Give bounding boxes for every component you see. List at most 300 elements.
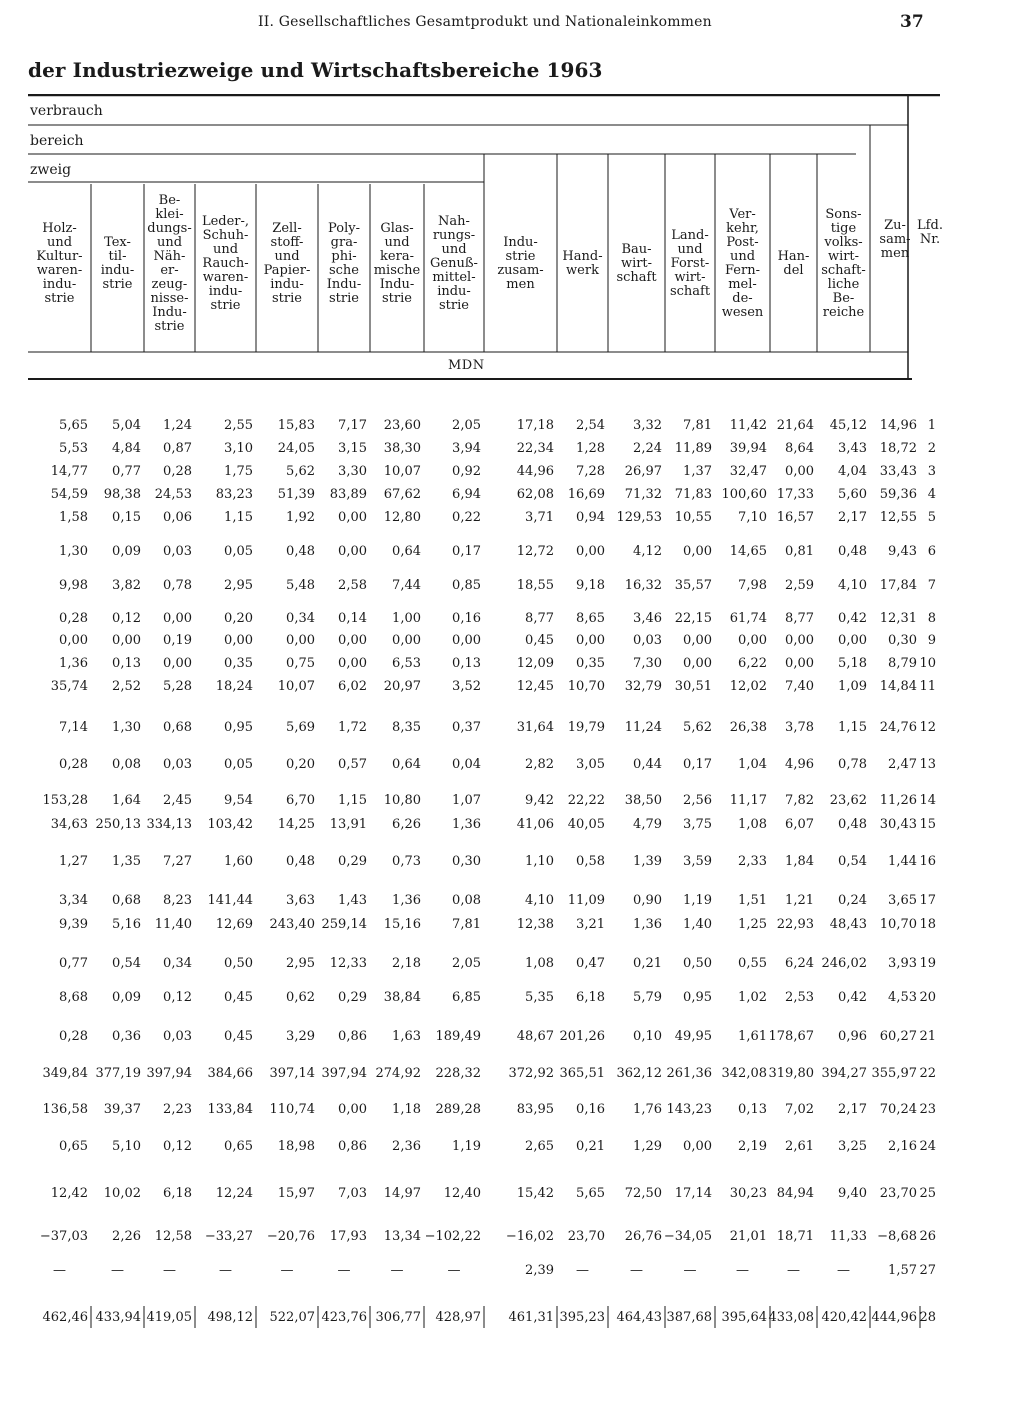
table-cell: 12,58 (154, 1229, 192, 1244)
table-cell: 2,16 (888, 1139, 917, 1154)
table-cell: 5,60 (838, 487, 867, 502)
table-cell: 23,60 (383, 418, 421, 433)
table-cell: 1,60 (224, 854, 253, 869)
table-cell: — (390, 1263, 404, 1278)
table-cell: 1,30 (59, 544, 88, 559)
column-header-8: Nah- rungs- und Genuß- mittel- indu- strie (430, 214, 478, 313)
table-cell: 3,65 (888, 893, 917, 908)
table-cell: 2,47 (888, 757, 917, 772)
table-cell: 3,29 (286, 1029, 315, 1044)
table-cell: 0,87 (163, 441, 192, 456)
tier-label-verbrauch: verbrauch (30, 103, 103, 119)
table-cell: 0,03 (163, 544, 192, 559)
table-cell: 2,56 (683, 793, 712, 808)
table-cell: 372,92 (508, 1066, 554, 1081)
table-cell: 2,82 (525, 757, 554, 772)
table-row (28, 988, 940, 1008)
row-number: 4 (927, 487, 936, 502)
table-cell: 1,43 (338, 893, 367, 908)
table-cell: 17,84 (879, 578, 917, 593)
table-cell: 342,08 (721, 1066, 767, 1081)
table-cell: 397,14 (269, 1066, 315, 1081)
table-cell: 0,00 (785, 464, 814, 479)
table-cell: 2,36 (392, 1139, 421, 1154)
table-cell: 319,80 (768, 1066, 814, 1081)
table-cell: 0,00 (683, 1139, 712, 1154)
table-cell: 72,50 (624, 1186, 662, 1201)
table-cell: 1,18 (392, 1102, 421, 1117)
page-number: 37 (900, 12, 924, 32)
table-cell: 178,67 (768, 1029, 814, 1044)
table-cell: 0,13 (452, 656, 481, 671)
table-cell: 0,00 (785, 656, 814, 671)
table-cell: 60,27 (879, 1029, 917, 1044)
table-cell: 12,80 (383, 510, 421, 525)
table-row (28, 915, 940, 935)
table-cell: 0,35 (224, 656, 253, 671)
table-cell: 377,19 (95, 1066, 141, 1081)
row-number: 12 (919, 720, 936, 735)
table-cell: 0,03 (633, 633, 662, 648)
table-cell: — (337, 1263, 351, 1278)
running-head: II. Gesellschaftliches Gesamtprodukt und Nationaleinkommen (258, 14, 712, 30)
table-cell: 6,02 (338, 679, 367, 694)
table-cell: 2,23 (163, 1102, 192, 1117)
column-header-14: Han- del (777, 249, 810, 278)
table-cell: 0,24 (838, 893, 867, 908)
row-number: 18 (919, 917, 936, 932)
table-cell: 3,25 (838, 1139, 867, 1154)
table-cell: 32,47 (729, 464, 767, 479)
table-cell: 2,17 (838, 1102, 867, 1117)
table-cell: 83,95 (516, 1102, 554, 1117)
table-cell: 13,34 (383, 1229, 421, 1244)
column-header-2: Tex- til- indu- strie (100, 235, 135, 292)
table-cell: 0,00 (338, 510, 367, 525)
row-number: 20 (919, 990, 936, 1005)
table-cell: 0,54 (112, 956, 141, 971)
table-cell: 0,00 (683, 633, 712, 648)
table-cell: 129,53 (616, 510, 662, 525)
table-cell: 0,13 (738, 1102, 767, 1117)
table-cell: 0,13 (112, 656, 141, 671)
table-cell: −34,05 (663, 1229, 712, 1244)
table-cell: 5,62 (286, 464, 315, 479)
table-cell: 1,15 (338, 793, 367, 808)
column-header-13: Ver- kehr, Post- und Fern- mel- de- wesen (721, 207, 764, 320)
table-cell: 2,26 (112, 1229, 141, 1244)
table-cell: 0,64 (392, 757, 421, 772)
table-cell: 4,84 (112, 441, 141, 456)
table-cell: 143,23 (666, 1102, 712, 1117)
table-cell: 1,39 (633, 854, 662, 869)
table-cell: 1,84 (785, 854, 814, 869)
table-cell: 444,96 (871, 1310, 917, 1325)
table-cell: 0,22 (452, 510, 481, 525)
table-cell: 2,58 (338, 578, 367, 593)
table-cell: 246,02 (821, 956, 867, 971)
table-cell: 8,77 (525, 611, 554, 626)
table-cell: 0,00 (576, 633, 605, 648)
table-cell: 12,55 (879, 510, 917, 525)
table-row (28, 631, 940, 651)
table-cell: 365,51 (559, 1066, 605, 1081)
table-cell: 3,21 (576, 917, 605, 932)
table-cell: 1,02 (738, 990, 767, 1005)
table-cell: 7,27 (163, 854, 192, 869)
row-number: 3 (927, 464, 936, 479)
row-number: 23 (919, 1102, 936, 1117)
table-cell: 2,53 (785, 990, 814, 1005)
table-cell: 100,60 (721, 487, 767, 502)
table-cell: 15,83 (277, 418, 315, 433)
table-row (28, 791, 940, 811)
table-cell: 21,01 (729, 1229, 767, 1244)
table-cell: 24,76 (879, 720, 917, 735)
table-cell: 3,30 (338, 464, 367, 479)
table-cell: 4,10 (525, 893, 554, 908)
table-cell: 0,78 (838, 757, 867, 772)
table-cell: 14,96 (879, 418, 917, 433)
table-cell: 4,04 (838, 464, 867, 479)
table-cell: 18,98 (277, 1139, 315, 1154)
table-cell: 18,71 (776, 1229, 814, 1244)
table-cell: — (837, 1263, 850, 1278)
table-cell: 14,84 (879, 679, 917, 694)
table-cell: 0,86 (338, 1139, 367, 1154)
table-cell: 0,48 (838, 544, 867, 559)
table-cell: 1,76 (633, 1102, 662, 1117)
tier-label-zweig: zweig (30, 162, 72, 178)
table-cell: 34,63 (50, 817, 88, 832)
table-cell: 30,43 (879, 817, 917, 832)
table-cell: 0,81 (785, 544, 814, 559)
column-header-9: Indu- strie zusam- men (497, 235, 544, 292)
table-cell: 4,53 (888, 990, 917, 1005)
table-cell: 8,35 (392, 720, 421, 735)
table-cell: 5,04 (112, 418, 141, 433)
table-cell: 2,55 (224, 418, 253, 433)
table-cell: 384,66 (207, 1066, 253, 1081)
table-cell: 0,48 (286, 854, 315, 869)
table-cell: 17,14 (674, 1186, 712, 1201)
table-cell: 38,30 (383, 441, 421, 456)
table-cell: 23,70 (879, 1186, 917, 1201)
table-cell: 18,72 (879, 441, 917, 456)
table-cell: 3,15 (338, 441, 367, 456)
table-cell: 1,09 (838, 679, 867, 694)
row-number: 15 (919, 817, 936, 832)
table-cell: — (736, 1263, 749, 1278)
table-cell: 0,09 (112, 544, 141, 559)
table-cell: 17,33 (776, 487, 814, 502)
table-cell: 3,59 (683, 854, 712, 869)
table-cell: 0,50 (224, 956, 253, 971)
table-cell: 0,12 (112, 611, 141, 626)
table-cell: 12,09 (516, 656, 554, 671)
table-cell: 12,72 (516, 544, 554, 559)
table-cell: 9,54 (224, 793, 253, 808)
table-row (28, 485, 940, 505)
table-cell: 6,18 (163, 1186, 192, 1201)
table-cell: −33,27 (204, 1229, 253, 1244)
table-cell: 32,79 (624, 679, 662, 694)
table-cell: — (111, 1263, 124, 1278)
table-cell: 15,42 (516, 1186, 554, 1201)
table-cell: 1,00 (392, 611, 421, 626)
table-cell: 0,42 (838, 990, 867, 1005)
table-cell: 30,23 (729, 1186, 767, 1201)
table-cell: 419,05 (146, 1310, 192, 1325)
row-number: 5 (927, 510, 936, 525)
table-cell: 0,00 (338, 633, 367, 648)
row-number: 17 (919, 893, 936, 908)
table-cell: 0,78 (163, 578, 192, 593)
table-cell: 12,24 (215, 1186, 253, 1201)
table-cell: 3,63 (286, 893, 315, 908)
table-cell: 59,36 (879, 487, 917, 502)
column-header-3: Be- klei- dungs- und Näh- er- zeug- nisse- Indu- strie (147, 193, 192, 334)
table-cell: 24,53 (154, 487, 192, 502)
table-cell: 4,10 (838, 578, 867, 593)
table-cell: 334,13 (146, 817, 192, 832)
table-cell: 0,28 (59, 611, 88, 626)
table-cell: 0,00 (785, 633, 814, 648)
table-cell: 7,14 (59, 720, 88, 735)
table-cell: 153,28 (42, 793, 88, 808)
table-cell: 67,62 (383, 487, 421, 502)
row-number: 22 (919, 1066, 936, 1081)
table-cell: 7,81 (683, 418, 712, 433)
table-cell: 5,65 (576, 1186, 605, 1201)
table-cell: 0,90 (633, 893, 662, 908)
table-cell: 397,94 (146, 1066, 192, 1081)
table-cell: 1,08 (738, 817, 767, 832)
table-cell: 12,33 (329, 956, 367, 971)
table-cell: 0,08 (452, 893, 481, 908)
table-cell: 397,94 (321, 1066, 367, 1081)
table-cell: 3,94 (452, 441, 481, 456)
table-cell: 11,09 (567, 893, 605, 908)
table-cell: 1,36 (633, 917, 662, 932)
table-cell: 0,15 (112, 510, 141, 525)
table-cell: 14,77 (50, 464, 88, 479)
table-cell: 0,00 (112, 633, 141, 648)
table-cell: 38,50 (624, 793, 662, 808)
table-cell: 0,05 (224, 544, 253, 559)
table-cell: 5,10 (112, 1139, 141, 1154)
table-cell: 15,97 (277, 1186, 315, 1201)
table-cell: 3,05 (576, 757, 605, 772)
table-cell: 0,20 (224, 611, 253, 626)
table-cell: 464,43 (616, 1310, 662, 1325)
table-cell: 8,23 (163, 893, 192, 908)
table-cell: 8,79 (888, 656, 917, 671)
table-cell: 6,70 (286, 793, 315, 808)
table-cell: 8,64 (785, 441, 814, 456)
table-cell: 0,17 (683, 757, 712, 772)
table-cell: 1,57 (888, 1263, 917, 1278)
table-cell: 3,34 (59, 893, 88, 908)
table-cell: 394,27 (821, 1066, 867, 1081)
table-cell: 2,95 (224, 578, 253, 593)
table-cell: 0,00 (452, 633, 481, 648)
table-cell: 423,76 (321, 1310, 367, 1325)
table-cell: — (630, 1263, 643, 1278)
table-cell: 0,00 (392, 633, 421, 648)
table-cell: 0,45 (224, 1029, 253, 1044)
table-cell: 250,13 (95, 817, 141, 832)
table-cell: 433,94 (95, 1310, 141, 1325)
table-cell: 7,82 (785, 793, 814, 808)
column-header-10: Hand- werk (562, 249, 603, 278)
table-cell: 0,94 (576, 510, 605, 525)
table-cell: 12,45 (516, 679, 554, 694)
table-cell: — (219, 1263, 232, 1278)
table-cell: 0,06 (163, 510, 192, 525)
table-cell: 498,12 (207, 1310, 253, 1325)
table-cell: 1,15 (838, 720, 867, 735)
table-cell: 0,00 (683, 656, 712, 671)
table-cell: 0,20 (286, 757, 315, 772)
table-cell: 30,51 (674, 679, 712, 694)
table-cell: 0,12 (163, 1139, 192, 1154)
table-cell: 8,77 (785, 611, 814, 626)
table-cell: 14,65 (729, 544, 767, 559)
table-cell: 0,96 (838, 1029, 867, 1044)
table-cell: 2,52 (112, 679, 141, 694)
table-cell: 98,38 (103, 487, 141, 502)
table-cell: — (683, 1263, 697, 1278)
table-cell: 1,29 (633, 1139, 662, 1154)
table-row (28, 462, 940, 482)
table-cell: 70,24 (879, 1102, 917, 1117)
table-cell: 1,07 (452, 793, 481, 808)
table-cell: 0,00 (224, 633, 253, 648)
table-cell: 6,94 (452, 487, 481, 502)
column-header-17: Lfd. Nr. (917, 218, 943, 247)
table-cell: 2,54 (576, 418, 605, 433)
table-cell: −102,22 (424, 1229, 481, 1244)
table-row (28, 1137, 940, 1157)
table-cell: 26,76 (624, 1229, 662, 1244)
table-cell: 4,79 (633, 817, 662, 832)
table-cell: 22,22 (567, 793, 605, 808)
table-cell: 18,55 (516, 578, 554, 593)
table-cell: 18,24 (215, 679, 253, 694)
table-cell: 14,97 (383, 1186, 421, 1201)
table-cell: 22,34 (516, 441, 554, 456)
table-cell: 22,93 (776, 917, 814, 932)
table-cell: 1,36 (59, 656, 88, 671)
table-cell: 5,16 (112, 917, 141, 932)
table-cell: 110,74 (269, 1102, 315, 1117)
table-title: der Industriezweige und Wirtschaftsbereiche 1963 (28, 58, 603, 82)
table-cell: 0,00 (576, 544, 605, 559)
table-cell: 2,39 (525, 1263, 554, 1278)
table-cell: 362,12 (616, 1066, 662, 1081)
table-cell: 136,58 (42, 1102, 88, 1117)
table-cell: 355,97 (871, 1066, 917, 1081)
table-cell: 6,26 (392, 817, 421, 832)
row-number: 27 (919, 1263, 936, 1278)
table-cell: 0,00 (338, 1102, 367, 1117)
table-cell: 1,36 (392, 893, 421, 908)
table-row (28, 1064, 940, 1084)
table-cell: 0,05 (224, 757, 253, 772)
table-cell: 1,21 (785, 893, 814, 908)
table-cell: 395,23 (559, 1310, 605, 1325)
column-header-1: Holz- und Kultur- waren- indu- strie (36, 221, 83, 306)
table-cell: 1,30 (112, 720, 141, 735)
table-cell: 2,19 (738, 1139, 767, 1154)
column-header-7: Glas- und kera- mische Indu- strie (373, 221, 421, 306)
table-cell: 141,44 (207, 893, 253, 908)
column-header-5: Zell- stoff- und Papier- indu- strie (263, 221, 311, 306)
table-cell: 0,30 (888, 633, 917, 648)
table-row (28, 576, 940, 596)
table-cell: 62,08 (516, 487, 554, 502)
table-cell: 10,02 (103, 1186, 141, 1201)
table-cell: −37,03 (39, 1229, 88, 1244)
table-cell: 5,79 (633, 990, 662, 1005)
table-cell: 10,70 (567, 679, 605, 694)
table-cell: 0,77 (112, 464, 141, 479)
table-cell: 22,15 (674, 611, 712, 626)
table-cell: 0,28 (59, 757, 88, 772)
table-cell: 20,97 (383, 679, 421, 694)
table-cell: 420,42 (821, 1310, 867, 1325)
table-cell: 12,40 (443, 1186, 481, 1201)
table-cell: 0,29 (338, 990, 367, 1005)
unit-label: MDN (448, 358, 485, 373)
row-number: 24 (919, 1139, 936, 1154)
table-cell: 39,94 (729, 441, 767, 456)
table-cell: 0,65 (224, 1139, 253, 1154)
table-row (28, 416, 940, 436)
table-cell: 9,43 (888, 544, 917, 559)
row-number: 28 (919, 1310, 936, 1325)
row-number: 16 (919, 854, 936, 869)
table-cell: 0,62 (286, 990, 315, 1005)
table-cell: 0,19 (163, 633, 192, 648)
table-cell: 2,65 (525, 1139, 554, 1154)
table-cell: 461,31 (508, 1310, 554, 1325)
table-cell: 0,45 (224, 990, 253, 1005)
table-cell: 5,18 (838, 656, 867, 671)
table-cell: 0,75 (286, 656, 315, 671)
row-number: 6 (927, 544, 936, 559)
table-cell: 0,68 (112, 893, 141, 908)
table-cell: 48,67 (516, 1029, 554, 1044)
table-cell: 0,54 (838, 854, 867, 869)
row-number: 10 (919, 656, 936, 671)
table-cell: 44,96 (516, 464, 554, 479)
table-cell: 17,18 (516, 418, 554, 433)
table-cell: — (280, 1263, 294, 1278)
table-cell: 1,58 (59, 510, 88, 525)
column-header-12: Land- und Forst- wirt- schaft (669, 228, 711, 299)
table-cell: 0,58 (576, 854, 605, 869)
table-cell: 49,95 (674, 1029, 712, 1044)
table-cell: 31,64 (516, 720, 554, 735)
table-cell: 2,18 (392, 956, 421, 971)
table-cell: 0,48 (286, 544, 315, 559)
table-cell: 8,65 (576, 611, 605, 626)
table-cell: 35,57 (674, 578, 712, 593)
table-cell: 15,16 (383, 917, 421, 932)
table-cell: 45,12 (829, 418, 867, 433)
